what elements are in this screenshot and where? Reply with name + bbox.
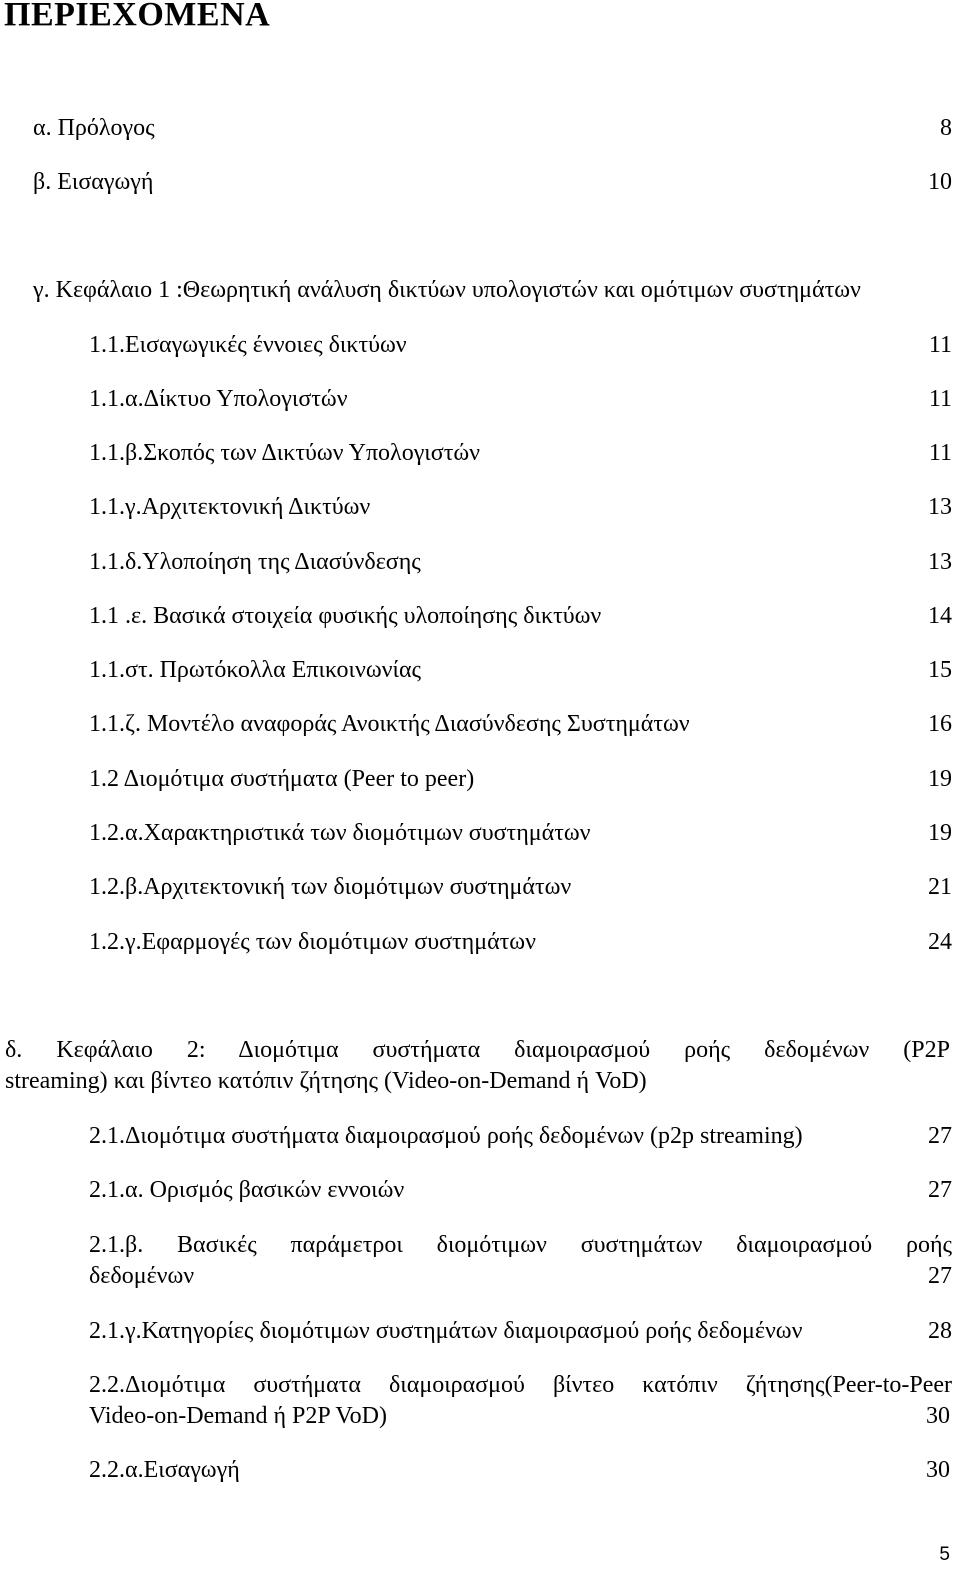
toc-entry-page: 27 [928, 1177, 952, 1203]
toc-entry-page: 10 [928, 169, 952, 195]
toc-entry-text-cont: Video-on-Demand ή P2P VoD) [89, 1403, 387, 1429]
toc-entry-text: 1.2.α.Χαρακτηριστικά των διομότιμων συστημάτων [89, 820, 591, 846]
toc-entry-text: 1.1 .ε. Βασικά στοιχεία φυσικής υλοποίησης δικτύων [89, 603, 602, 629]
toc-entry-text: 1.2.β.Αρχιτεκτονική των διομότιμων συστημάτων [89, 874, 572, 900]
toc-entry-text: 1.2.γ.Εφαρμογές των διομότιμων συστημάτων [89, 929, 536, 955]
toc-entry-page: 19 [928, 766, 952, 792]
toc-entry-text: β. Εισαγωγή [33, 169, 154, 195]
toc-entry-page: 15 [928, 657, 952, 683]
page-number: 5 [939, 1544, 950, 1565]
toc-entry-page: 27 [928, 1123, 952, 1149]
toc-entry-text: 1.1.Εισαγωγικές έννοιες δικτύων [89, 332, 407, 358]
toc-entry-text: 2.2.α.Εισαγωγή [89, 1457, 240, 1483]
toc-entry-text: 1.2 Διομότιμα συστήματα (Peer to peer) [89, 766, 475, 792]
toc-entry-page: 11 [928, 332, 952, 358]
toc-entry-page: 11 [928, 440, 952, 466]
toc-chapter-heading: δ. Κεφάλαιο 2: Διομότιμα συστήματα διαμοιρασμού ροής δεδομένων (P2P [5, 1037, 950, 1063]
toc-entry-page: 19 [928, 820, 952, 846]
toc-entry-text: 2.1.α. Ορισμός βασικών εννοιών [89, 1177, 405, 1203]
toc-entry-page: 13 [928, 494, 952, 520]
toc-chapter-heading-cont: streaming) και βίντεο κατόπιν ζήτησης (Video-on-Demand ή VoD) [5, 1068, 647, 1094]
toc-entry-text: 1.1.β.Σκοπός των Δικτύων Υπολογιστών [89, 440, 480, 466]
toc-entry-text: 1.1.α.Δίκτυο Υπολογιστών [89, 386, 348, 412]
toc-entry-page: 13 [928, 549, 952, 575]
toc-entry-text-cont: δεδομένων [89, 1263, 195, 1289]
toc-entry-text: 2.1.γ.Κατηγορίες διομότιμων συστημάτων διαμοιρασμού ροής δεδομένων [89, 1318, 803, 1344]
toc-entry-text: 1.1.στ. Πρωτόκολλα Επικοινωνίας [89, 657, 422, 683]
toc-entry-page: 30 [926, 1403, 950, 1429]
toc-entry-page: 28 [928, 1318, 952, 1344]
toc-entry-page: 27 [928, 1263, 952, 1289]
toc-entry-page: 21 [928, 874, 952, 900]
toc-entry-text: 1.1.ζ. Μοντέλο αναφοράς Ανοικτής Διασύνδεσης Συστημάτων [89, 711, 690, 737]
toc-entry-text: 1.1.δ.Υλοποίηση της Διασύνδεσης [89, 549, 421, 575]
toc-entry-text: α. Πρόλογος [33, 115, 155, 141]
toc-chapter-heading: γ. Κεφάλαιο 1 :Θεωρητική ανάλυση δικτύων υπολογιστών και ομότιμων συστημάτων [33, 277, 861, 303]
toc-entry-page: 30 [926, 1457, 950, 1483]
toc-title: ΠΕΡΙΕΧΟΜΕΝΑ [4, 0, 271, 33]
toc-entry-page: 24 [928, 929, 952, 955]
toc-entry-text: 2.2.Διομότιμα συστήματα διαμοιρασμού βίντεο κατόπιν ζήτησης(Peer-to-Peer [89, 1372, 952, 1398]
toc-entry-page: 14 [928, 603, 952, 629]
toc-entry-page: 11 [928, 386, 952, 412]
toc-entry-text: 1.1.γ.Αρχιτεκτονική Δικτύων [89, 494, 371, 520]
toc-entry-page: 16 [928, 711, 952, 737]
toc-entry-text: 2.1.Διομότιμα συστήματα διαμοιρασμού ροής δεδομένων (p2p streaming) [89, 1123, 803, 1149]
toc-entry-page: 8 [940, 115, 952, 141]
toc-entry-text: 2.1.β. Βασικές παράμετροι διομότιμων συστημάτων διαμοιρασμού ροής [89, 1232, 952, 1258]
